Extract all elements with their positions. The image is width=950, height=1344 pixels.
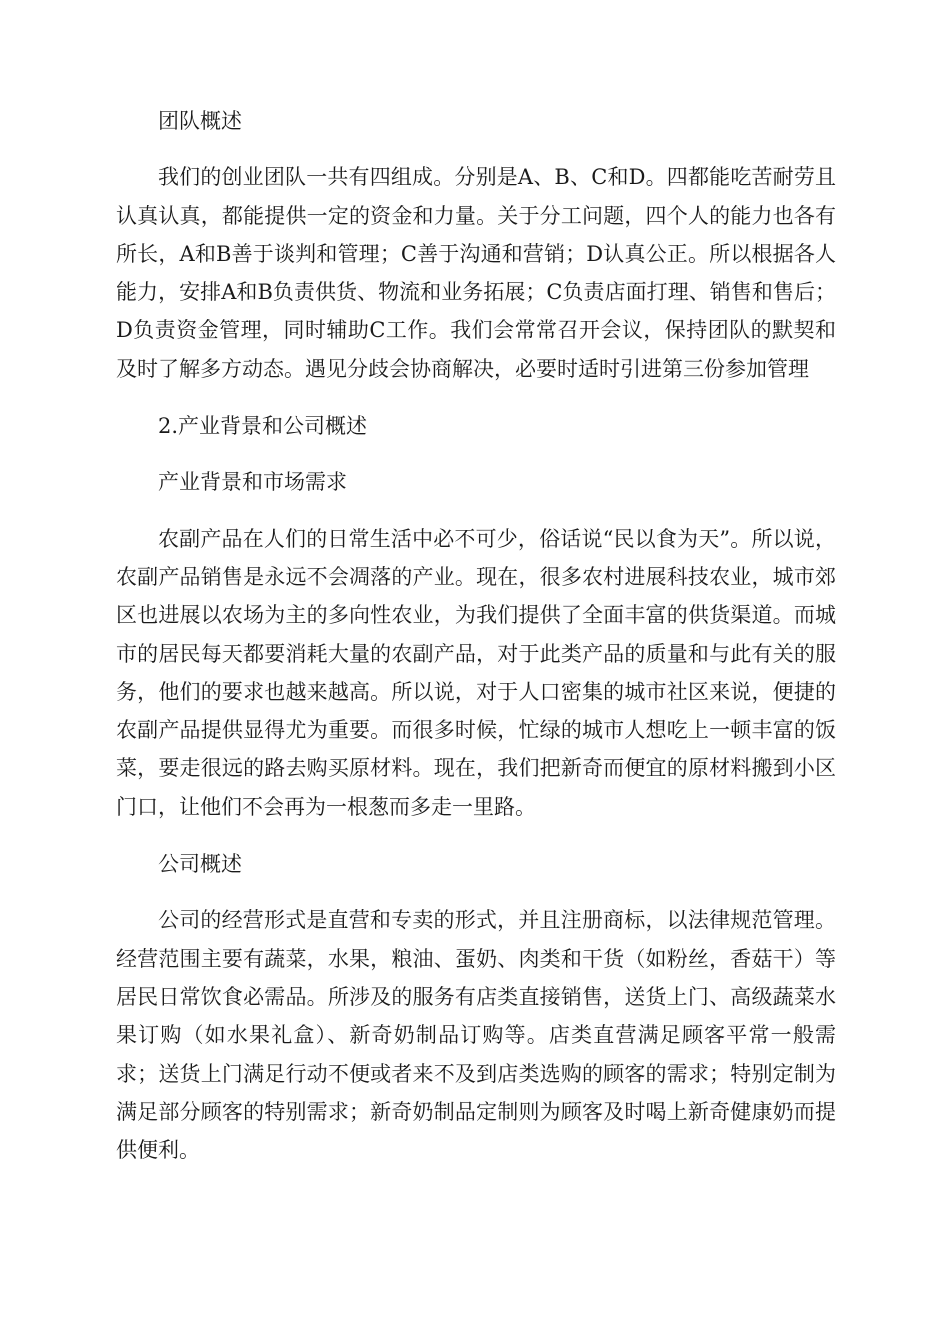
document-page: [116, 102, 836, 1188]
section-heading-team-overview: 团队概述: [158, 109, 242, 133]
paragraph-team-description: 我们的创业团队一共有四组成。分别是A、B、C和D。四都能吃苦耐劳且认真认真，都能提供一定的资金和力量。关于分工问题，四个人的能力也各有所长，A和B善于谈判和管理；C善于沟通和营销；D认真公正。所以根据各人能力，安排A和B负责供货、物流和业务拓展；C负责店面打理、销售和售后；D负责资金管理，同时辅助C工作。我们会常常召开会议，保持团队的默契和及时了解多方动态。遇见分歧会协商解决，必要时适时引进第三份参加管理: [116, 165, 836, 381]
subsection-heading-industry-background: 产业背景和市场需求: [158, 470, 347, 495]
paragraph-industry-background: 农副产品在人们的日常生活中必不可少，俗话说“民以食为天”。所以说，农副产品销售是永远不会凋落的产业。现在，很多农村进展科技农业，城市郊区也进展以农场为主的多向性农业，为我们提供了全面丰富的供货渠道。而城市的居民每天都要消耗大量的农副产品，对于此类产品的质量和与此有关的服务，他们的要求也越来越高。所以说，对于人口密集的城市社区来说，便捷的农副产品提供显得尤为重要。而很多时候，忙绿的城市人想吃上一顿丰富的饭菜，要走很远的路去购买原材料。现在，我们把新奇而便宜的原材料搬到小区门口，让他们不会再为一根葱而多走一里路。: [116, 526, 836, 819]
section-heading-industry-and-company: 2.产业背景和公司概述: [158, 414, 368, 439]
subsection-heading-company-overview: 公司概述: [158, 852, 242, 877]
paragraph-company-overview: 公司的经营形式是直营和专卖的形式，并且注册商标，以法律规范管理。经营范围主要有蔬菜，水果，粮油、蛋奶、肉类和干货（如粉丝，香菇干）等居民日常饮食必需品。所涉及的服务有店类直接销售，送货上门、高级蔬菜水果订购（如水果礼盒）、新奇奶制品订购等。店类直营满足顾客平常一般需求；送货上门满足行动不便或者来不及到店类选购的顾客的需求；特别定制为满足部分顾客的特别需求；新奇奶制品定制则为顾客及时喝上新奇健康奶而提供便利。: [116, 908, 836, 1163]
